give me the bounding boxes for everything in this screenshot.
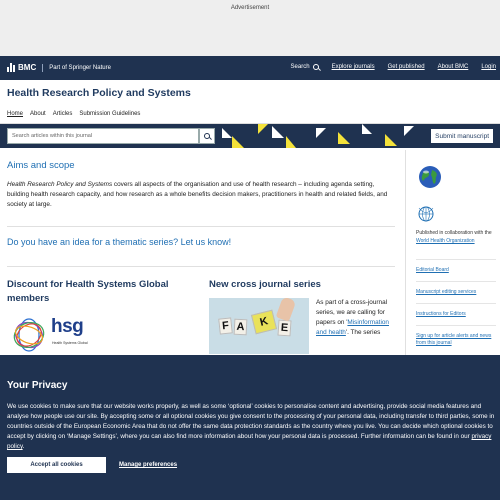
top-navigation <box>0 56 500 80</box>
tab-home[interactable]: Home <box>7 111 24 117</box>
sidebar-link-editorial-board[interactable]: Editorial Board <box>416 267 449 273</box>
submit-manuscript-button[interactable]: Submit manuscript <box>430 128 494 144</box>
search-icon <box>313 64 319 70</box>
tab-about[interactable]: About <box>30 111 46 117</box>
letter-tile: K <box>251 310 277 335</box>
cookie-consent-banner <box>0 355 500 500</box>
misinformation-link[interactable]: Misinformation and health <box>316 319 389 336</box>
advertisement-bar <box>0 0 500 56</box>
journal-search-button[interactable] <box>199 128 215 144</box>
letter-tile: A <box>234 319 248 336</box>
sidebar-link-instructions-editors[interactable]: Instructions for Editors <box>416 311 466 317</box>
nav-link-about-bmc[interactable]: About BMC <box>437 64 469 70</box>
divider <box>7 266 395 267</box>
privacy-title: Your Privacy <box>7 380 68 391</box>
fake-news-image <box>209 298 309 354</box>
sidebar-rule <box>416 325 496 326</box>
collab-intro: Published in collaboration with the <box>416 230 492 236</box>
nav-link-explore-journals[interactable]: Explore journals <box>331 64 375 70</box>
aims-description: covers all aspects of the organisation and use of health research – including agenda setting, building health research capacity, and how research as a whole benefits decision makers, practitioners in health and related fields, and society at large. <box>7 181 388 208</box>
hsg-logo-text: hsg <box>51 316 84 337</box>
sidebar-divider <box>405 150 406 355</box>
who-collaboration-text <box>416 229 496 245</box>
tab-submission-guidelines[interactable]: Submission Guidelines <box>79 111 141 117</box>
hsg-logo-subtitle: Health Systems Global <box>52 341 88 345</box>
tab-articles[interactable]: Articles <box>52 111 73 117</box>
sidebar-link-manuscript-editing[interactable]: Manuscript editing services <box>416 289 477 295</box>
globe-icon <box>416 165 445 189</box>
nav-link-login[interactable]: Login <box>481 64 496 70</box>
hsg-discount-card <box>7 278 192 306</box>
journal-tabs <box>7 111 140 117</box>
divider <box>7 226 395 227</box>
sidebar-rule <box>416 303 496 304</box>
letter-tile: E <box>277 320 291 337</box>
cross-journal-text <box>316 298 396 338</box>
journal-search-input[interactable]: Search articles within this journal <box>7 128 199 144</box>
cross-text-end: '. The series <box>345 329 381 336</box>
who-emblem-icon <box>416 205 436 223</box>
search-icon <box>204 133 210 139</box>
privacy-text <box>7 402 495 452</box>
aims-text <box>7 180 391 210</box>
letter-tile: F <box>218 317 233 334</box>
hand-shape <box>276 298 297 322</box>
header-search-button[interactable] <box>291 64 319 70</box>
who-link[interactable]: World Health Organization <box>416 238 475 244</box>
privacy-body-end: . <box>22 443 25 450</box>
sidebar-rule <box>416 281 496 282</box>
accept-all-cookies-button[interactable]: Accept all cookies <box>7 457 106 473</box>
advertisement-label: Advertisement <box>230 5 270 11</box>
journal-title[interactable]: Health Research Policy and Systems <box>7 87 191 99</box>
sidebar-rule <box>416 259 496 260</box>
aims-journal-name: Health Research Policy and Systems <box>7 181 113 188</box>
brand-tagline: Part of Springer Nature <box>49 64 111 71</box>
bmc-logo[interactable] <box>7 63 111 72</box>
brand-separator <box>42 64 43 72</box>
cross-journal-card <box>209 278 397 292</box>
header-search-label: Search <box>290 64 310 70</box>
journal-search-band <box>0 124 500 148</box>
privacy-body: We use cookies to make sure that our website works properly, as well as some ‘optional’ cookies to personalise content and advertising, provide social media features and analyse how people use our site. By accepting some or all optional cookies you give consent to the processing of your personal data, including transfer to third parties, some in countries outside of the European Economic Area that do not offer the same data protection standards as the country where you live. You can decide which optional cookies to accept by clicking on ‘Manage Settings’, where you can also find more information about how your personal data is processed. Further information can be found in our <box>7 403 495 440</box>
bmc-bars-icon <box>7 63 15 72</box>
brand-name: BMC <box>18 63 37 72</box>
aims-section <box>7 160 397 210</box>
thematic-series-link[interactable]: Do you have an idea for a thematic series? Let us know! <box>7 237 232 247</box>
manage-preferences-link[interactable]: Manage preferences <box>119 462 178 468</box>
sidebar-link-article-alerts[interactable]: Sign up for article alerts and news from this journal <box>416 333 492 346</box>
nav-link-get-published[interactable]: Get published <box>387 64 425 70</box>
aims-heading: Aims and scope <box>7 160 75 171</box>
cross-text-intro: As part of a cross-journal series, we are calling for papers on ' <box>316 299 388 326</box>
privacy-policy-link[interactable]: privacy policy <box>7 433 492 450</box>
hsg-card-title[interactable]: Discount for Health Systems Global members <box>7 279 169 304</box>
cross-journal-title[interactable]: New cross journal series <box>209 279 321 290</box>
